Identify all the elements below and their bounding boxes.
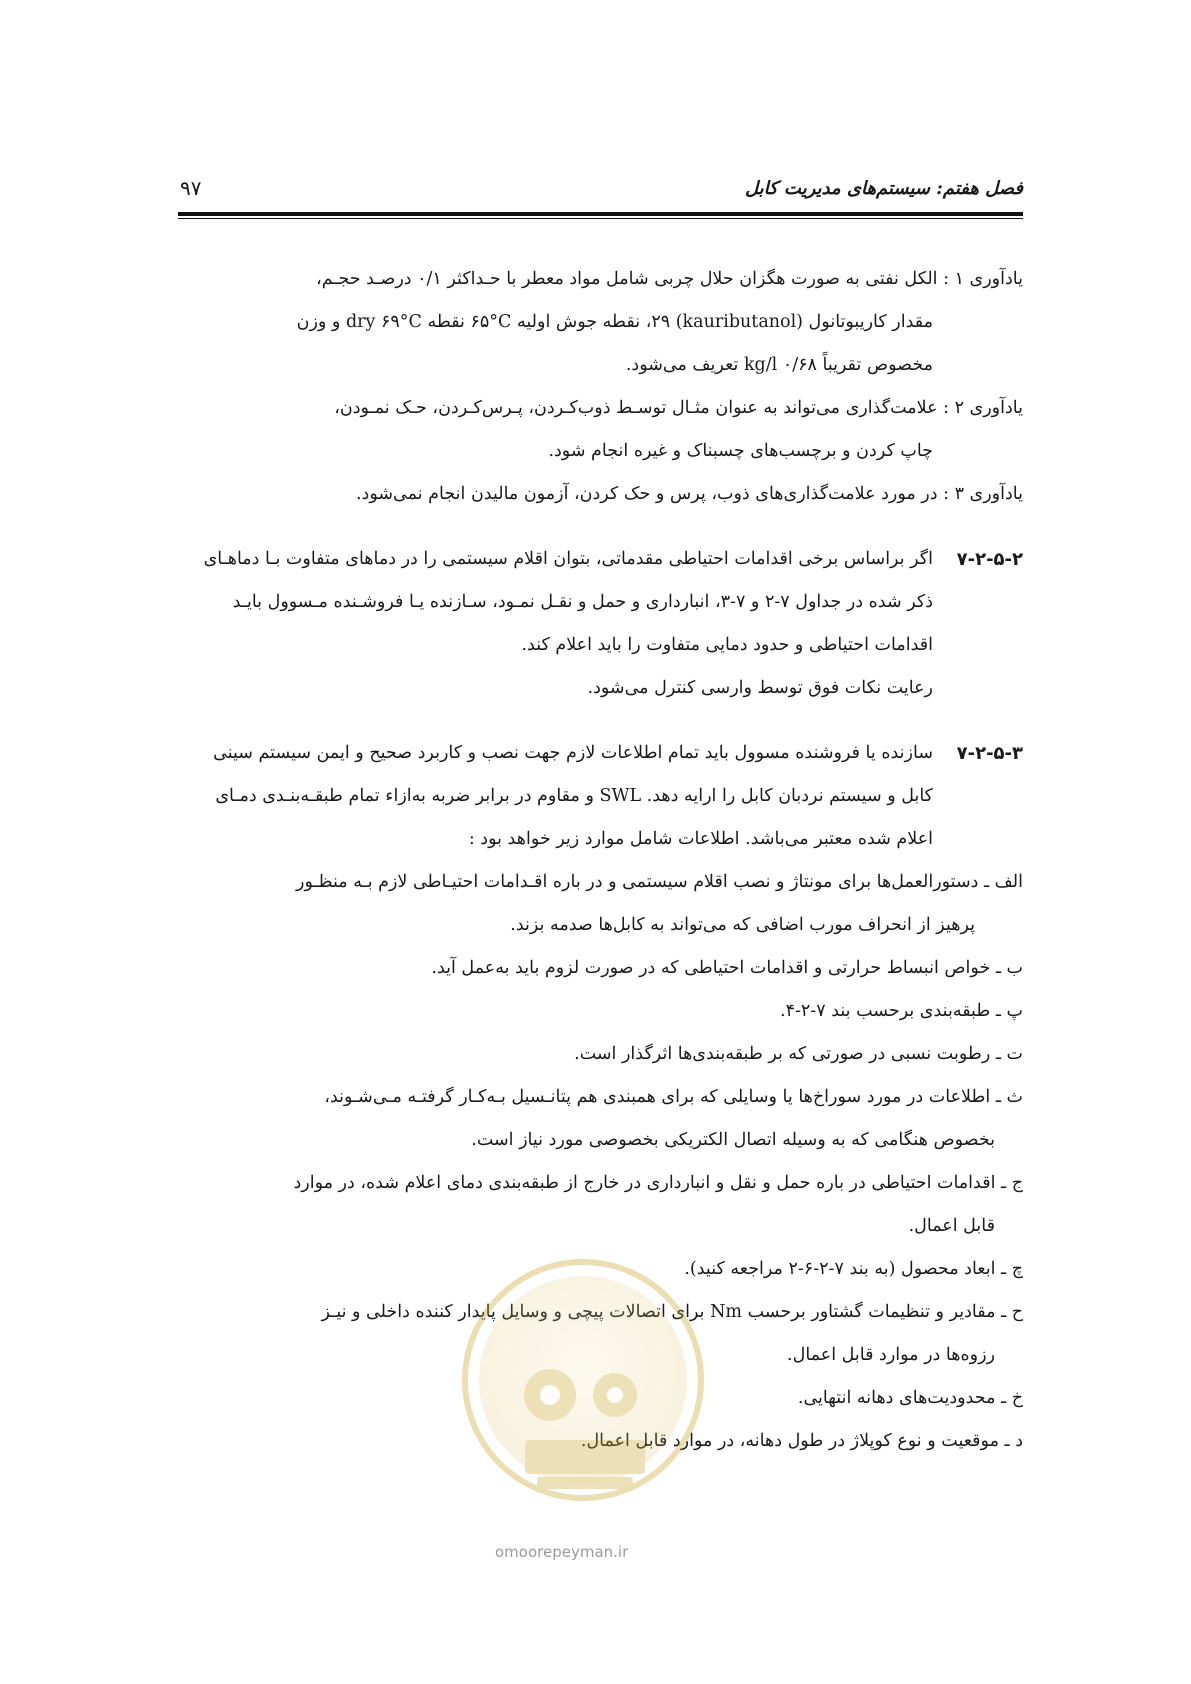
list-item: د ـ موقعیت و نوع کوپلاژ در طول دهانه، در موارد قابل اعمال. [580, 1431, 1023, 1451]
section-line: کابل و سیستم نردبان کابل را ارایه دهد. SWL و مقاوم در برابر ضربه به‌ازاء تمام طبقـه‌بنـدی دمـای [215, 786, 933, 806]
list-item: ث ـ اطلاعات در مورد سوراخ‌ها یا وسایلی که برای همبندی هم پتانـسیل بـه‌کـار گرفتـه مـی‌شـوند، [324, 1087, 1023, 1107]
section-line: اگر براساس برخی اقدامات احتیاطی مقدماتی، بتوان اقلام سیستمی را در دماهای متفاوت بـا دماهـای [203, 549, 933, 569]
note-3-line-1: یادآوری ۳ : در مورد علامت‌گذاری‌های ذوب، پرس و حک کردن، آزمون مالیدن انجام نمی‌شود. [355, 484, 1023, 504]
header-rule-thick [178, 212, 1023, 216]
list-item: ح ـ مقادیر و تنظیمات گشتاور برحسب Nm برای اتصالات پیچی و وسایل پایدار کننده داخلی و نیـز [321, 1302, 1023, 1322]
note-2-line-1: یادآوری ۲ : علامت‌گذاری می‌تواند به عنوان مثـال توسـط ذوب‌کـردن، پـرس‌کـردن، حـک نمـودن، [334, 398, 1023, 418]
section-number: ۷-۲-۵-۲ [956, 549, 1023, 570]
section-7-2-5-2 [178, 538, 1023, 710]
watermark-site: omoorepeyman.ir [495, 1543, 629, 1561]
note-2-line-2: چاپ کردن و برچسب‌های چسبناک و غیره انجام شود. [548, 441, 933, 461]
header-rule-thin [178, 218, 1023, 219]
note-1-line-2: مقدار کاریبوتانول (kauributanol) ۲۹، نقطه جوش اولیه ‎۶۵°C‏ نقطه dry ‎۶۹°C‏ و وزن [296, 312, 933, 332]
note-1-line-1: یادآوری ۱ : الکل نفتی به صورت هگزان حلال چربی شامل مواد معطر با حـداکثر ۰/۱ درصـد حجـم، [316, 269, 1023, 289]
list-item: ب ـ خواص انبساط حرارتی و اقدامات احتیاطی که در صورت لزوم باید به‌عمل آید. [431, 958, 1023, 978]
page-header [180, 178, 1023, 208]
section-number: ۷-۲-۵-۳ [956, 743, 1023, 764]
list-item-continuation: رزوه‌ها در موارد قابل اعمال. [787, 1345, 995, 1365]
page-content [178, 258, 1023, 1463]
chapter-title: فصل هفتم: سیستم‌های مدیریت کابل [744, 178, 1023, 199]
section-line: اعلام شده معتبر می‌باشد. اطلاعات شامل موارد زیر خواهد بود : [468, 829, 933, 849]
section-line: ذکر شده در جداول ۷-۲ و ۷-۳، انبارداری و حمل و نقـل نمـود، سـازنده یـا فروشـنده مـسوول بایـد [232, 592, 933, 612]
section-7-2-5-3 [178, 732, 1023, 861]
section-line: اقدامات احتیاطی و حدود دمایی متفاوت را باید اعلام کند. [521, 635, 933, 655]
list-item: ج ـ اقدامات احتیاطی در باره حمل و نقل و انبارداری در خارج از طبقه‌بندی دمای اعلام شده، در موارد [293, 1173, 1023, 1193]
list-item: خ ـ محدودیت‌های دهانه انتهایی. [797, 1388, 1023, 1408]
section-line: رعایت نکات فوق توسط وارسی کنترل می‌شود. [587, 678, 933, 698]
list-item: چ ـ ابعاد محصول (به بند ۷-۲-۶-۲ مراجعه کنید). [684, 1259, 1023, 1279]
list-item-continuation: پرهیز از انحراف مورب اضافی که می‌تواند به کابل‌ها صدمه بزند. [510, 915, 975, 935]
list-item: ت ـ رطوبت نسبی در صورتی که بر طبقه‌بندی‌ها اثرگذار است. [574, 1044, 1023, 1064]
list-item-continuation: بخصوص هنگامی که به وسیله اتصال الکتریکی بخصوصی مورد نیاز است. [471, 1130, 995, 1150]
list-item: الف ـ دستورالعمل‌ها برای مونتاژ و نصب اقلام سیستمی و در باره اقـدامات احتیـاطی لازم بـه منظـور [296, 872, 1023, 892]
info-list [178, 861, 1023, 1463]
note-1-line-3: مخصوص تقریباً ۰/۶۸ kg/l تعریف می‌شود. [625, 355, 933, 375]
page-number: ۹۷ [180, 176, 202, 200]
list-item: پ ـ طبقه‌بندی برحسب بند ۷-۲-۴. [779, 1001, 1023, 1021]
list-item-continuation: قابل اعمال. [908, 1216, 995, 1236]
section-line: سازنده یا فروشنده مسوول باید تمام اطلاعات لازم جهت نصب و کاربرد صحیح و ایمن سیستم سینی [213, 743, 933, 763]
